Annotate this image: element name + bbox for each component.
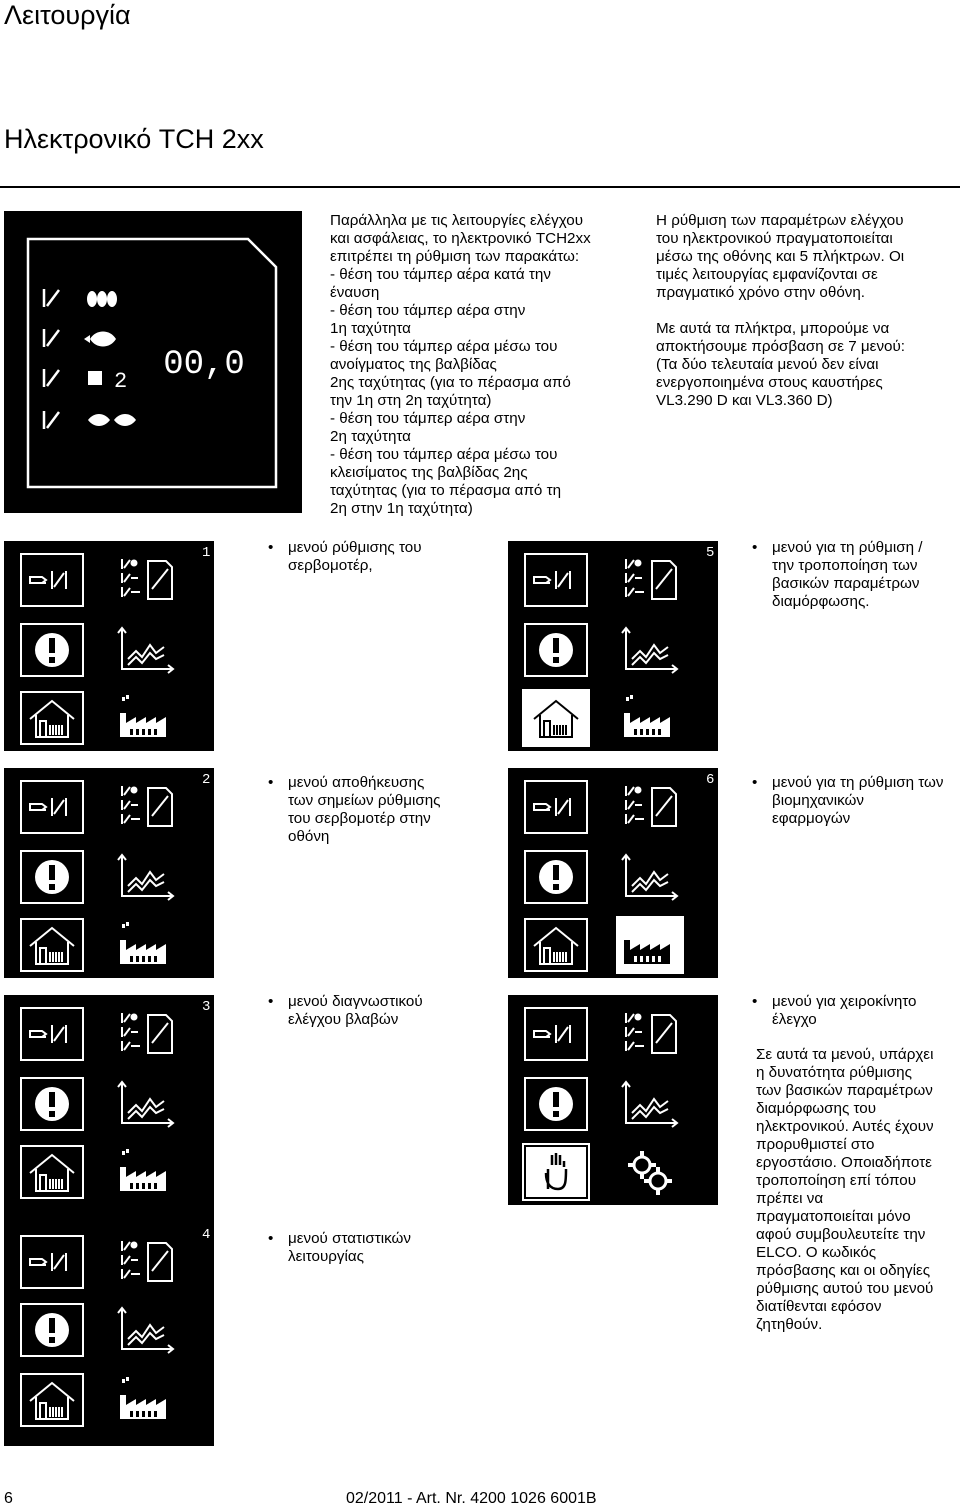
menu-label-4: • μενού στατιστικών λειτουργίας (268, 1230, 412, 1265)
menu-panel-2 (4, 768, 214, 978)
menu-number: 5 (706, 545, 715, 561)
factory-icon[interactable] (112, 689, 180, 747)
menu-panel-3-4 (4, 995, 214, 1446)
settings-sheet-icon[interactable] (616, 778, 684, 836)
alert-icon[interactable] (18, 621, 86, 679)
graph-icon[interactable] (616, 621, 684, 679)
servo-icon[interactable] (18, 1233, 86, 1291)
house-icon[interactable] (18, 916, 86, 974)
menu-label-5: • μενού για τη ρύθμιση / την τροποποίηση των βασικών παραμέτρων διαμόρφωσης. (752, 539, 923, 610)
settings-sheet-icon[interactable] (616, 551, 684, 609)
intro-right-text-1: Η ρύθμιση των παραμέτρων ελέγχου του ηλεκτρονικού πραγματοποιείται μέσω της οθόνης και 5 πλήκτρων. Οι τιμές λειτουργίας εμφανίζονται σε πραγματικό χρόνο στην οθόνη. (656, 212, 905, 301)
menu-number: 4 (202, 1227, 211, 1243)
house-icon[interactable] (18, 1143, 86, 1201)
menu-panel-1 (4, 541, 214, 751)
menu-number: 6 (706, 772, 715, 788)
settings-sheet-icon[interactable] (616, 1005, 684, 1063)
display-value: 00,0 (163, 346, 245, 384)
gears-icon[interactable] (616, 1143, 684, 1201)
menu-panel-5 (508, 541, 718, 751)
factory-icon[interactable] (112, 1371, 180, 1429)
settings-sheet-icon[interactable] (112, 551, 180, 609)
alert-icon[interactable] (18, 1075, 86, 1133)
servo-icon[interactable] (18, 1005, 86, 1063)
factory-icon[interactable] (112, 1143, 180, 1201)
house-icon[interactable] (18, 1371, 86, 1429)
menu-label-7: • μενού για χειροκίνητο έλεγχο (752, 993, 917, 1028)
controller-display-image (4, 211, 302, 513)
alert-icon[interactable] (18, 1301, 86, 1359)
graph-icon[interactable] (112, 621, 180, 679)
intro-right-text-2: Με αυτά τα πλήκτρα, μπορούμε να αποκτήσουμε πρόσβαση σε 7 μενού: (Τα δύο τελευταία μενού δεν είναι ενεργοποιημένα στους καυστήρες VL3.290 D και VL3.360 D) (656, 320, 906, 409)
menu-number: 1 (202, 545, 211, 561)
house-icon[interactable] (18, 689, 86, 747)
alert-icon[interactable] (522, 848, 590, 906)
settings-sheet-icon[interactable] (112, 778, 180, 836)
house-icon[interactable] (522, 916, 590, 974)
menu-number: 3 (202, 999, 211, 1015)
intro-left-text: Παράλληλα με τις λειτουργίες ελέγχου και ασφάλειας, το ηλεκτρονικό TCH2xx επιτρέπει τη ρύθμιση των παρακάτω: - θέση του τάμπερ αέρα κατά την έναυση - θέση του τάμπερ αέρα στην 1η ταχύτητα - θέση του τάμπερ αέρα μέσω του ανοίγματος της βαλβίδας 2ης ταχύτητας (για το πέρασμα από την 1η στη 2η ταχύτητα) - θέση του τάμπερ αέρα στην 2η ταχύτητα - θέση του τάμπερ αέρα μέσω του κλεισίματος της βαλβίδας 2ης ταχύτητας (για το πέρασμα από τη 2η στην 1η ταχύτητα) (330, 212, 591, 517)
menu-label-2: • μενού αποθήκευσης των σημείων ρύθμισης του σερβομοτέρ στην οθόνη (268, 774, 441, 845)
menu-panel-7 (508, 995, 718, 1205)
hand-icon-selected[interactable] (522, 1143, 590, 1201)
factory-icon-selected[interactable] (616, 916, 684, 974)
servo-icon[interactable] (522, 1005, 590, 1063)
menu-label-6: • μενού για τη ρύθμιση των βιομηχανικών εφαρμογών (752, 774, 944, 827)
graph-icon[interactable] (112, 848, 180, 906)
alert-icon[interactable] (18, 848, 86, 906)
graph-icon[interactable] (112, 1075, 180, 1133)
graph-icon[interactable] (112, 1301, 180, 1359)
page-number: 6 (4, 1490, 13, 1507)
menu-number: 2 (202, 772, 211, 788)
factory-icon[interactable] (112, 916, 180, 974)
menu-label-3: • μενού διαγνωστικού ελέγχου βλαβών (268, 993, 423, 1028)
settings-sheet-icon[interactable] (112, 1005, 180, 1063)
graph-icon[interactable] (616, 1075, 684, 1133)
servo-icon[interactable] (522, 551, 590, 609)
house-icon-selected[interactable] (522, 689, 590, 747)
graph-icon[interactable] (616, 848, 684, 906)
section-title: Ηλεκτρονικό TCH 2xx (4, 124, 264, 154)
menu-panel-6 (508, 768, 718, 978)
factory-icon[interactable] (616, 689, 684, 747)
doc-reference: 02/2011 - Art. Nr. 4200 1026 6001B (346, 1490, 597, 1507)
servo-icon[interactable] (18, 778, 86, 836)
servo-icon[interactable] (18, 551, 86, 609)
header-title: Λειτουργία (4, 0, 131, 30)
display-row-label: 2 (114, 369, 128, 394)
servo-icon[interactable] (522, 778, 590, 836)
section-divider (0, 186, 960, 188)
settings-sheet-icon[interactable] (112, 1233, 180, 1291)
menu-label-1: • μενού ρύθμισης του σερβομοτέρ, (268, 539, 422, 574)
manual-menu-note: Σε αυτά τα μενού, υπάρχει η δυνατότητα ρύθμισης των βασικών παραμέτρων διαμόρφωσης του ηλεκτρονικού. Αυτές έχουν προρυθμιστεί στο εργοστάσιο. Οποιαδήποτε τροποποίηση επί τόπου πρέπει να πραγματοποιείται μόνο αφού συμβουλευτείτε την ELCO. Ο κωδικός πρόσβασης και οι οδηγίες ρύθμισης αυτού του μενού διατίθενται εφόσον ζητηθούν. (756, 1046, 934, 1333)
alert-icon[interactable] (522, 1075, 590, 1133)
alert-icon[interactable] (522, 621, 590, 679)
